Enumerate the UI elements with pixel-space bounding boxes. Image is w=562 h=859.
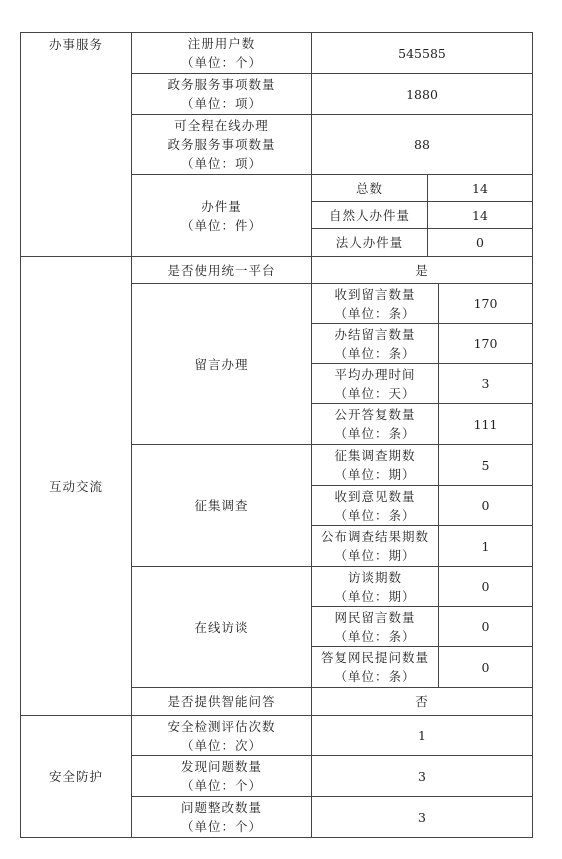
security-issues-label <box>132 756 311 796</box>
unit-text: （单位：条） <box>334 426 416 441</box>
messages-label <box>132 284 311 444</box>
label-text: 总数 <box>355 180 383 196</box>
survey-periods-value <box>439 445 532 485</box>
cases-total-label <box>312 175 427 201</box>
value-text: 0 <box>476 235 484 250</box>
label-text: 是否提供智能问答 <box>167 694 276 709</box>
label-text: 发现问题数量 <box>180 759 262 774</box>
label-text: 留言办理 <box>194 356 249 372</box>
value-text: 否 <box>415 694 429 709</box>
unit-text: （单位：条） <box>334 305 416 321</box>
security-issues-value <box>312 756 532 796</box>
label-text: 办结留言数量 <box>334 326 416 342</box>
registered-users-label <box>132 33 311 73</box>
messages-avg-time-value <box>439 364 532 403</box>
unit-text: （单位：个） <box>180 819 262 834</box>
section-title-office <box>21 33 131 258</box>
label-text: 注册用户数 <box>187 36 256 51</box>
label-text: 在线访谈 <box>194 619 249 635</box>
value-text: 3 <box>418 809 426 825</box>
label-text: 问题整改数量 <box>180 800 262 815</box>
label-text: 收到留言数量 <box>334 286 416 302</box>
unified-platform-value <box>312 257 532 283</box>
section-title-text: 办事服务 <box>48 37 103 52</box>
service-items-value <box>312 74 532 114</box>
interview-messages-label <box>312 607 438 646</box>
cases-natural-value <box>428 202 532 228</box>
value-text: 0 <box>481 659 490 675</box>
label-text: 法人办件量 <box>335 235 404 250</box>
value-text: 111 <box>473 416 498 432</box>
security-fixed-label <box>132 797 311 837</box>
unit-text: （单位：项） <box>180 156 262 171</box>
label-text: 政务服务事项数量 <box>167 137 276 152</box>
unit-text: （单位：次） <box>180 737 262 753</box>
unified-platform-label <box>132 257 311 283</box>
label-text: 收到意见数量 <box>334 488 416 504</box>
interview-periods-value <box>439 567 532 606</box>
interview-periods-label <box>312 567 438 606</box>
value-text: 0 <box>481 498 490 513</box>
unit-text: （单位：条） <box>334 669 416 684</box>
value-text: 1880 <box>406 86 438 102</box>
statistics-table <box>20 32 533 838</box>
label-text: 公开答复数量 <box>334 407 416 422</box>
section-title-text: 互动交流 <box>48 478 103 494</box>
label-text: 是否使用统一平台 <box>167 262 276 278</box>
label-text: 自然人办件量 <box>328 207 410 223</box>
online-items-value <box>312 115 532 174</box>
cases-legal-label <box>312 229 427 256</box>
registered-users-value <box>312 33 532 73</box>
value-text: 14 <box>472 207 488 223</box>
border-right <box>532 32 533 838</box>
label-text: 公布调查结果期数 <box>320 529 429 544</box>
value-text: 3 <box>418 768 426 784</box>
survey-results-value <box>439 526 532 566</box>
service-items-label <box>132 74 311 114</box>
value-text: 14 <box>472 180 488 196</box>
label-text: 政务服务事项数量 <box>167 77 276 92</box>
security-checks-value <box>312 716 532 755</box>
messages-received-label <box>312 284 438 323</box>
unit-text: （单位：项） <box>180 96 262 111</box>
label-text: 网民留言数量 <box>334 609 416 625</box>
label-text: 平均办理时间 <box>334 366 416 382</box>
smart-qa-value <box>312 688 532 715</box>
value-text: 170 <box>473 336 498 351</box>
label-text: 可全程在线办理 <box>174 118 269 133</box>
value-text: 是 <box>415 262 429 278</box>
messages-received-value <box>439 284 532 323</box>
label-text: 征集调查期数 <box>334 448 416 463</box>
cases-label <box>132 175 311 256</box>
value-text: 1 <box>481 538 490 554</box>
interview-replies-value <box>439 647 532 687</box>
unit-text: （单位：条） <box>334 345 416 361</box>
messages-public-reply-value <box>439 404 532 444</box>
survey-opinions-label <box>312 486 438 525</box>
interview-messages-value <box>439 607 532 646</box>
survey-opinions-value <box>439 486 532 525</box>
interview-replies-label <box>312 647 438 687</box>
value-text: 88 <box>414 137 430 152</box>
unit-text: （单位：个） <box>180 55 262 70</box>
security-checks-label <box>132 716 311 755</box>
label-text: 答复网民提问数量 <box>320 650 429 665</box>
label-text: 办件量 <box>201 198 242 214</box>
value-text: 1 <box>418 728 426 743</box>
unit-text: （单位：条） <box>334 507 416 523</box>
smart-qa-label <box>132 688 311 715</box>
interview-label <box>132 567 311 687</box>
value-text: 0 <box>481 579 490 594</box>
unit-text: （单位：条） <box>334 628 416 644</box>
value-text: 545585 <box>398 45 446 61</box>
unit-text: （单位：期） <box>334 548 416 563</box>
unit-text: （单位：个） <box>180 778 262 793</box>
unit-text: （单位：期） <box>334 588 416 604</box>
cases-natural-label <box>312 202 427 228</box>
value-text: 170 <box>473 296 498 311</box>
survey-label <box>132 445 311 566</box>
value-text: 0 <box>481 619 490 634</box>
online-items-label <box>132 115 311 174</box>
unit-text: （单位：天） <box>334 385 416 401</box>
unit-text: （单位：件） <box>180 217 262 233</box>
cases-total-value <box>428 175 532 201</box>
survey-results-label <box>312 526 438 566</box>
section-title-text: 安全防护 <box>48 769 103 784</box>
section-title-security <box>21 716 131 837</box>
messages-avg-time-label <box>312 364 438 403</box>
section-title-interaction <box>21 257 131 715</box>
value-text: 3 <box>481 376 490 391</box>
survey-periods-label <box>312 445 438 485</box>
label-text: 安全检测评估次数 <box>167 718 276 734</box>
unit-text: （单位：期） <box>334 467 416 482</box>
label-text: 征集调查 <box>194 498 249 513</box>
border-bottom <box>20 837 533 838</box>
cases-legal-value <box>428 229 532 256</box>
messages-public-reply-label <box>312 404 438 444</box>
label-text: 访谈期数 <box>347 569 402 585</box>
messages-closed-value <box>439 324 532 363</box>
security-fixed-value <box>312 797 532 837</box>
messages-closed-label <box>312 324 438 363</box>
value-text: 5 <box>481 457 490 473</box>
